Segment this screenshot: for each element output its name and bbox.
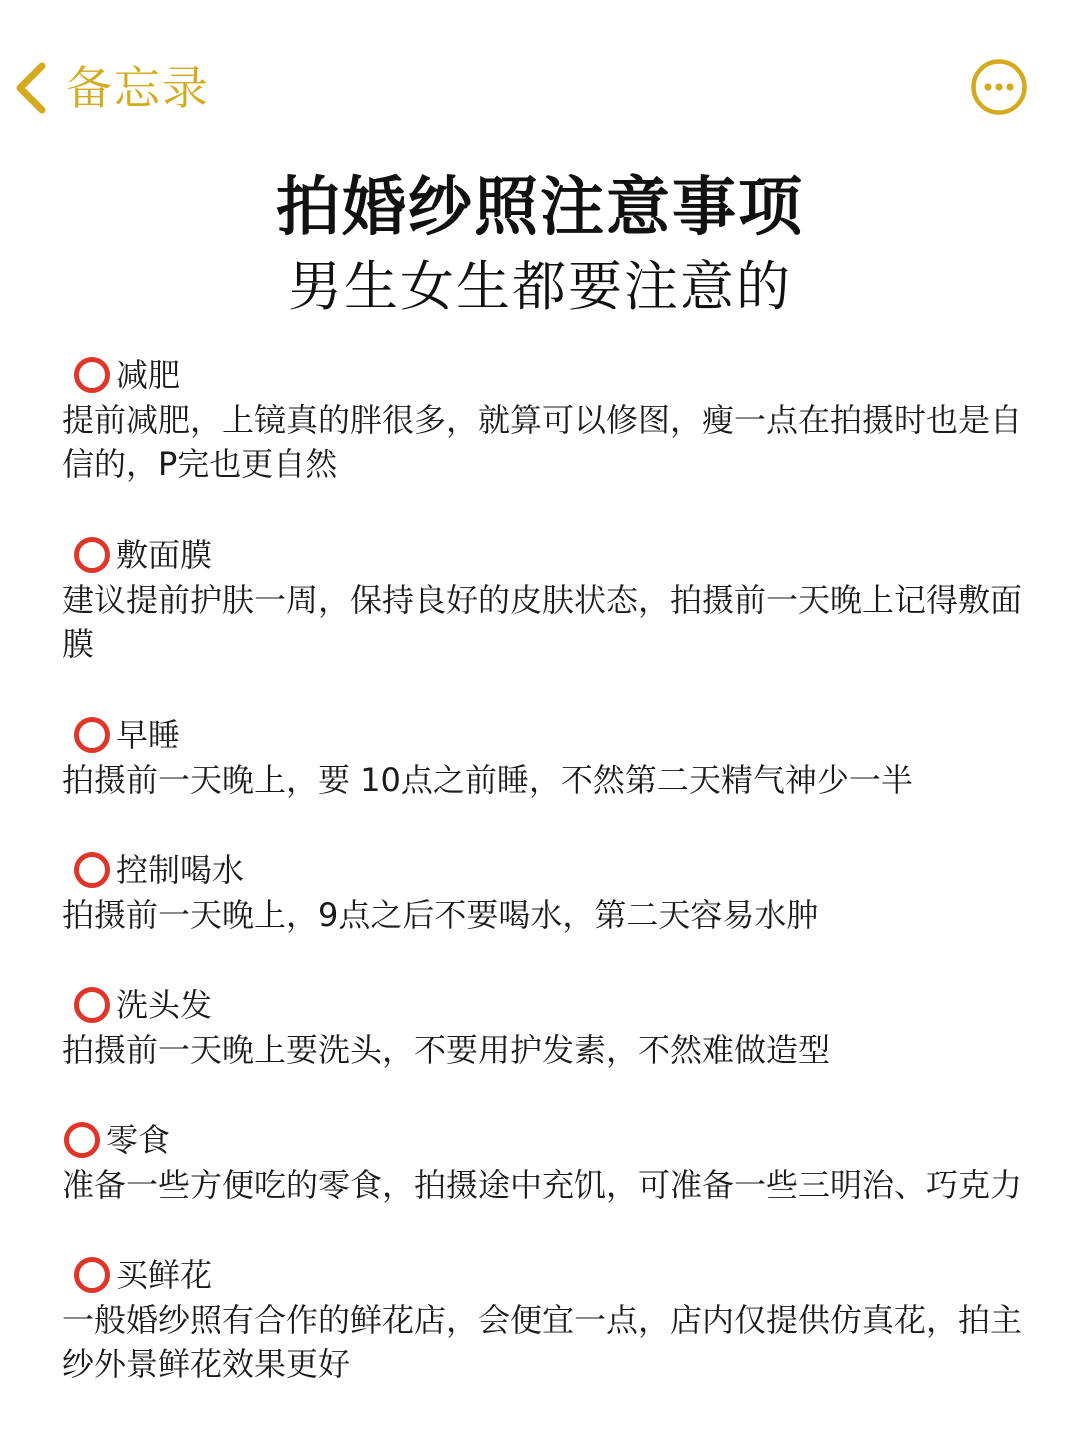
section-heading-label: 洗头发: [116, 986, 213, 1024]
section-snacks: [62, 1117, 1047, 1207]
section-lose-weight: [62, 352, 1047, 486]
note-subtitle: 男生女生都要注意的: [288, 255, 792, 318]
back-button[interactable]: [8, 56, 210, 120]
section-heading-label: 零食: [106, 1121, 171, 1159]
section-text: 一般婚纱照有合作的鲜花店，会便宜一点，店内仅提供仿真花，拍主纱外景鲜花效果更好: [62, 1301, 1023, 1383]
section-control-water: [62, 847, 1047, 937]
section-heading: [62, 712, 1047, 758]
back-label: 备忘录: [66, 61, 210, 115]
section-heading: [62, 982, 1047, 1028]
section-heading: [62, 352, 1047, 398]
navigation-bar: [0, 0, 1080, 150]
red-circle-icon: [74, 987, 110, 1023]
section-heading: [62, 1117, 1047, 1163]
red-circle-icon: [64, 1122, 100, 1158]
section-heading-label: 敷面膜: [116, 536, 213, 574]
section-heading: [62, 1252, 1047, 1298]
section-heading-label: 减肥: [116, 356, 181, 394]
section-wash-hair: [62, 982, 1047, 1072]
more-options-icon: [970, 58, 1028, 116]
red-circle-icon: [74, 852, 110, 888]
section-buy-flowers: [62, 1252, 1047, 1386]
red-circle-icon: [74, 357, 110, 393]
section-heading-label: 早睡: [116, 716, 181, 754]
section-text: 拍摄前一天晚上要洗头，不要用护发素，不然难做造型: [62, 1031, 831, 1069]
section-text: 准备一些方便吃的零食，拍摄途中充饥，可准备一些三明治、巧克力: [62, 1166, 1023, 1204]
chevron-left-icon: [8, 58, 52, 118]
section-heading: [62, 532, 1047, 578]
section-text: 拍摄前一天晚上，9点之后不要喝水，第二天容易水肿: [62, 896, 819, 934]
section-sleep-early: [62, 712, 1047, 802]
red-circle-icon: [74, 717, 110, 753]
section-face-mask: [62, 532, 1047, 666]
section-heading: [62, 847, 1047, 893]
section-heading-label: 控制喝水: [116, 851, 245, 889]
section-heading-label: 买鲜花: [116, 1256, 213, 1294]
section-text: 建议提前护肤一周，保持良好的皮肤状态，拍摄前一天晚上记得敷面膜: [62, 581, 1023, 663]
red-circle-icon: [74, 537, 110, 573]
red-circle-icon: [74, 1257, 110, 1293]
section-text: 提前减肥，上镜真的胖很多，就算可以修图，瘦一点在拍摄时也是自信的，P完也更自然: [62, 401, 1023, 483]
section-text: 拍摄前一天晚上，要 10点之前睡，不然第二天精气神少一半: [62, 761, 913, 799]
note-title: 拍婚纱照注意事项: [276, 171, 804, 245]
more-options-button[interactable]: [970, 58, 1028, 116]
